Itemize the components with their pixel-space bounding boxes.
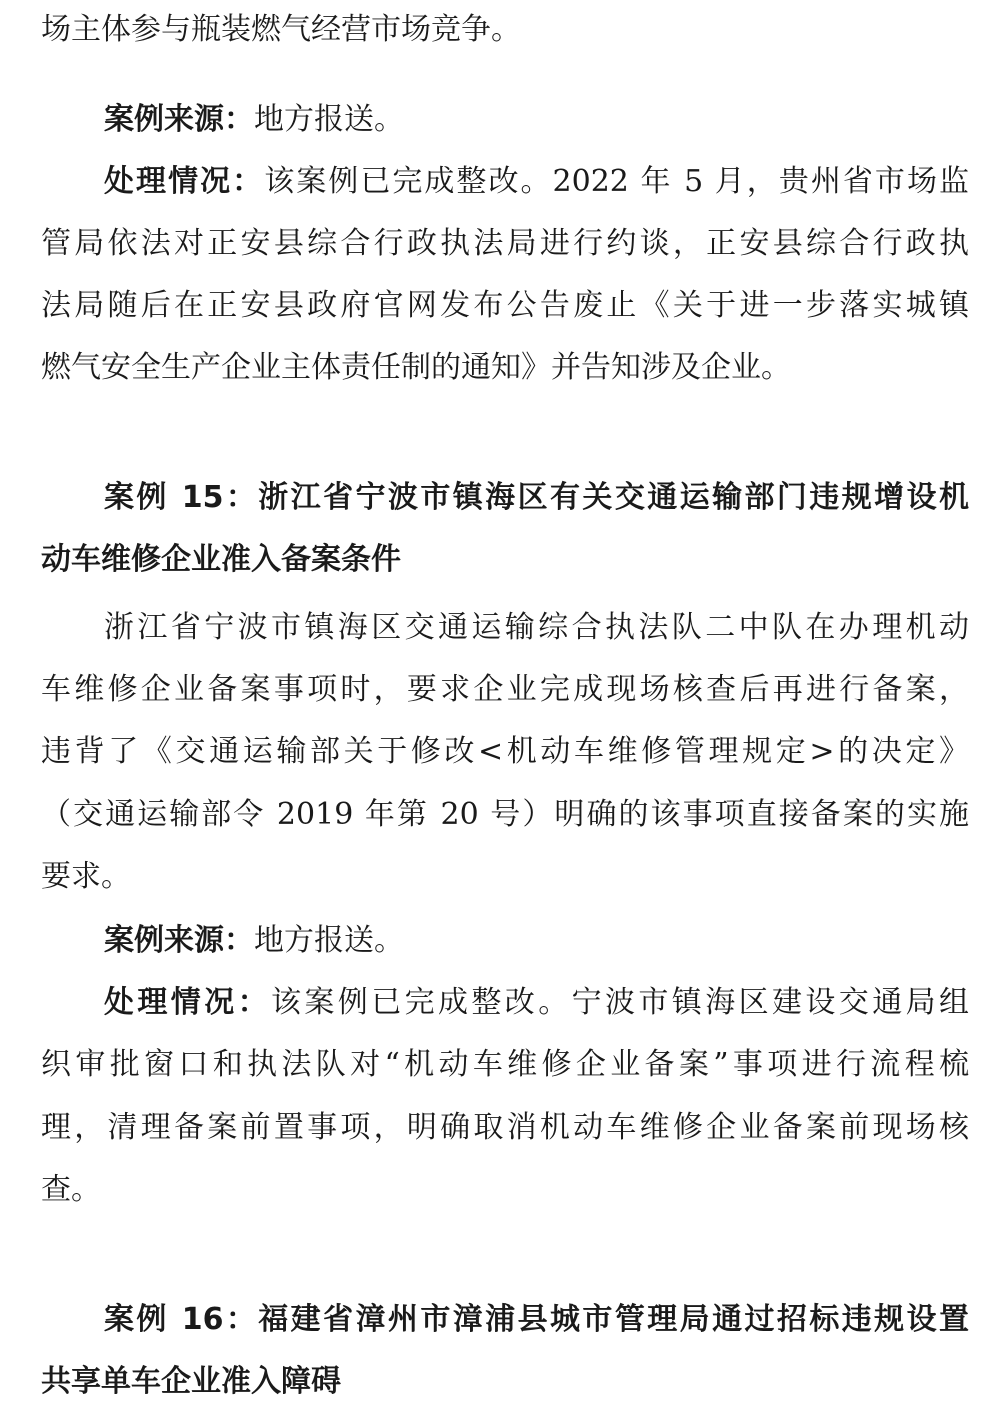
case15-handling-line: 理，清理备案前置事项，明确取消机动车维修企业备案前现场核 (41, 1110, 969, 1145)
case15-body-line: （交通运输部令 2019 年第 20 号）明确的该事项直接备案的实施 (41, 797, 969, 832)
case15-title: 动车维修企业准入备案条件 (41, 542, 401, 577)
source-label: 案例来源： (104, 102, 254, 137)
handling-text: 该案例已完成整改。2022 年 5 月，贵州省市场监 (264, 164, 970, 199)
case15-title: 案例 15：浙江省宁波市镇海区有关交通运输部门违规增设机 (104, 480, 969, 515)
case15-body-line: 违背了《交通运输部关于修改<机动车维修管理规定>的决定》 (41, 734, 969, 769)
source-value: 地方报送。 (254, 923, 404, 958)
case15-body-line: 浙江省宁波市镇海区交通运输综合执法队二中队在办理机动 (104, 610, 969, 645)
handling-label: 处理情况： (104, 164, 265, 199)
case14-handling-line: 法局随后在正安县政府官网发布公告废止《关于进一步落实城镇 (41, 288, 969, 323)
case14-handling-line (104, 162, 969, 202)
handling-label: 处理情况： (104, 985, 271, 1020)
paragraph-continuation: 场主体参与瓶装燃气经营市场竞争。 (41, 12, 521, 47)
case14-handling-line: 燃气安全生产企业主体责任制的通知》并告知涉及企业。 (41, 350, 791, 385)
source-value: 地方报送。 (254, 102, 404, 137)
case14-handling-line: 管局依法对正安县综合行政执法局进行约谈，正安县综合行政执 (41, 226, 969, 261)
case16-title: 共享单车企业准入障碍 (41, 1364, 341, 1399)
case15-handling-line: 查。 (41, 1172, 101, 1207)
case15-handling-line (104, 983, 969, 1023)
case14-source (104, 100, 969, 140)
source-label: 案例来源： (104, 923, 254, 958)
case16-title: 案例 16：福建省漳州市漳浦县城市管理局通过招标违规设置 (104, 1302, 969, 1337)
case15-source (104, 921, 969, 961)
case15-handling-line: 织审批窗口和执法队对“机动车维修企业备案”事项进行流程梳 (41, 1047, 969, 1082)
handling-text: 该案例已完成整改。宁波市镇海区建设交通局组 (271, 985, 969, 1020)
case15-body-line: 要求。 (41, 859, 131, 894)
case15-body-line: 车维修企业备案事项时，要求企业完成现场核查后再进行备案， (41, 672, 969, 707)
